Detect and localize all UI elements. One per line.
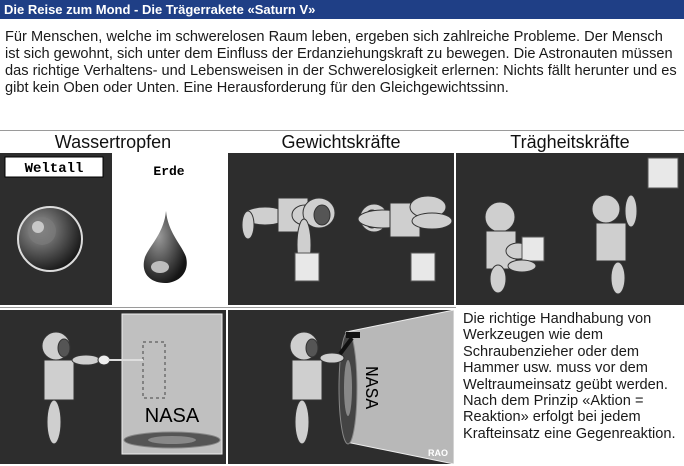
heading-traegheitskraefte: Trägheitskräfte	[510, 132, 630, 152]
inertia-forces-illustration	[456, 153, 684, 305]
astronaut-figure-right	[358, 196, 452, 237]
earth-label: Erde	[153, 164, 185, 179]
hammer-illustration	[228, 310, 454, 464]
page-title-bar	[0, 0, 684, 19]
astronaut-figure-left	[242, 198, 335, 271]
row-divider	[0, 307, 456, 308]
nasa-label-right: NASA	[360, 366, 380, 410]
credit-text: RAO	[428, 448, 448, 458]
hammer-panel	[228, 310, 454, 464]
astronaut-figure-screwdriver	[42, 332, 110, 444]
weight-box-right	[411, 253, 435, 281]
astronaut-figure-hammer	[290, 332, 344, 444]
inertia-forces-panel	[456, 153, 684, 305]
astronaut-figure-pushing	[485, 202, 544, 293]
heading-wassertropfen: Wassertropfen	[54, 132, 172, 152]
tools-info-paragraph: Die richtige Handhabung von Werkzeugen wie dem Schraubenzieher oder dem Hammer usw. muss vor dem Weltraumeinsatz geübt werden. Nach dem Prinzip «Aktion = Reaktion» erfolgt bei jedem Krafteinsatz eine Gegenreaktion.	[463, 311, 676, 442]
page-title: Die Reise zum Mond - Die Trägerrakete «Saturn V»	[4, 2, 316, 17]
weight-box-left	[295, 253, 319, 281]
water-drop-panel	[0, 153, 226, 305]
intro-paragraph: Für Menschen, welche im schwerelosen Raum leben, ergeben sich zahlreiche Probleme. Der Mensch ist sich gewohnt, sich unter dem Einfluss der Erdanziehungskraft zu bewegen. Die Astronauten müssen das richtige Verhaltens- und Lebensweisen in der Schwerelosigkeit erlernen: Nichts fällt herunter und es gibt kein Oben oder Unten. Eine Herausforderung für den Gleichgewichtssinn.	[5, 29, 677, 96]
heading-gewichtskraefte: Gewichtskräfte	[281, 132, 401, 152]
screwdriver-panel	[0, 310, 226, 464]
weight-forces-illustration	[228, 153, 454, 305]
screwdriver-illustration	[0, 310, 226, 464]
space-label: Weltall	[24, 161, 84, 177]
weight-forces-panel	[228, 153, 454, 305]
water-drop-illustration	[0, 153, 226, 305]
astronaut-figure-throwing	[592, 195, 637, 294]
floating-box	[648, 158, 678, 188]
nasa-label-left: NASA	[144, 405, 200, 427]
